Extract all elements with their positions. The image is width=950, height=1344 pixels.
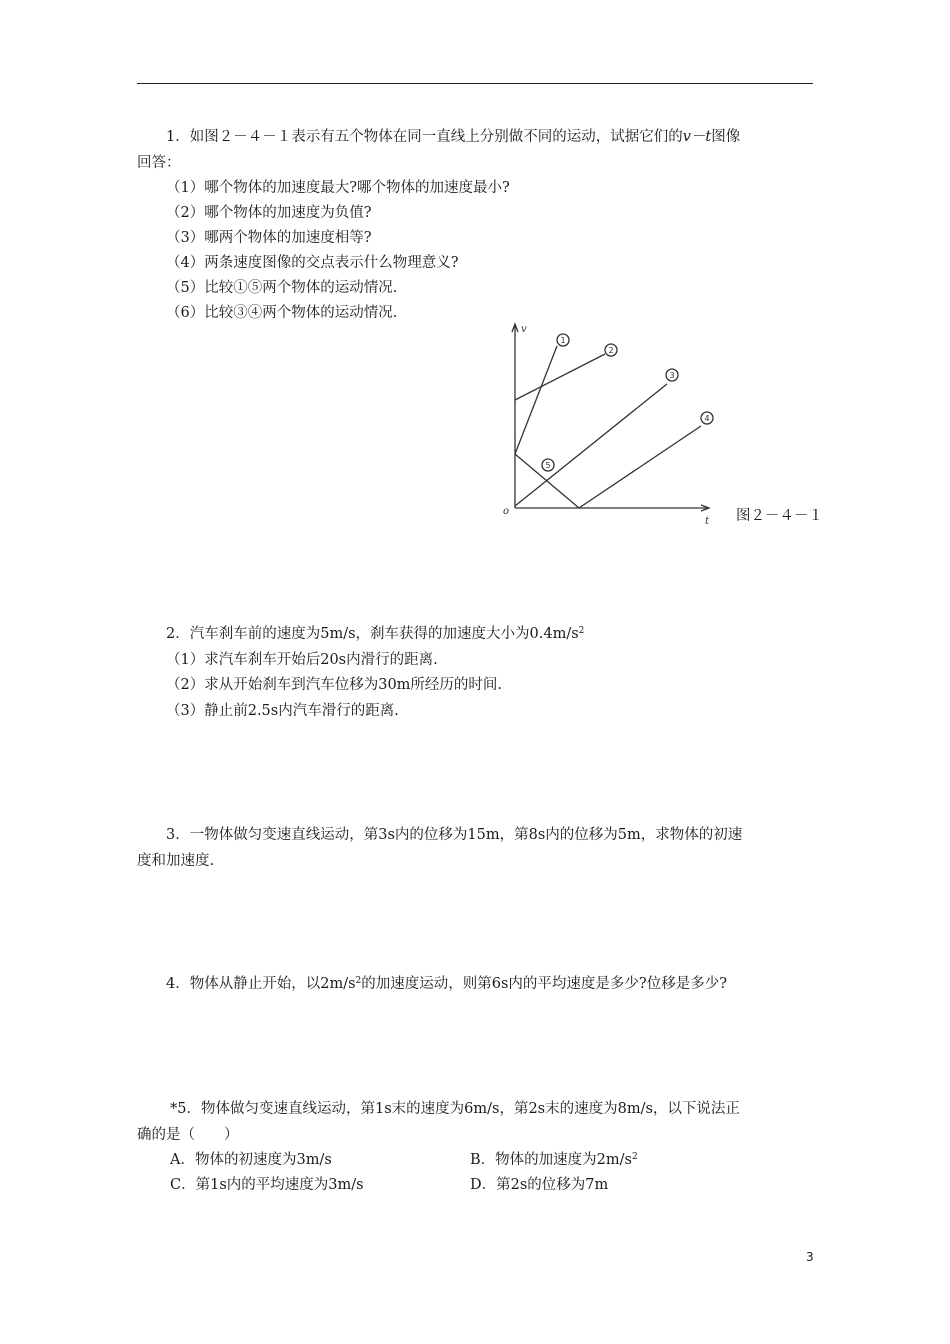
q3-line2: 度和加速度. xyxy=(137,853,215,869)
q5-line2: 确的是（ ） xyxy=(137,1127,239,1143)
page-number: 3 xyxy=(806,1250,814,1264)
q1-item-4: （4）两条速度图像的交点表示什么物理意义? xyxy=(166,255,459,271)
q2-item-1: （1）求汽车刹车开始后20s内滑行的距离. xyxy=(166,652,438,668)
q2-stem xyxy=(137,624,842,644)
graph-line-3 xyxy=(515,384,667,506)
q2-item-2: （2）求从开始刹车到汽车位移为30m所经历的时间. xyxy=(166,677,503,693)
q5-option-c: C．第1s内的平均速度为3m/s xyxy=(170,1177,364,1193)
q3-line1: 3．一物体做匀变速直线运动，第3s内的位移为15m，第8s内的位移为5m，求物体的初速 xyxy=(166,827,743,843)
graph-line-2 xyxy=(515,354,605,400)
t-axis-label: t xyxy=(705,516,710,527)
q1-stem-variable: v－t xyxy=(682,129,712,145)
vt-graph-figure xyxy=(505,318,720,528)
q4-text-start: 4．物体从静止开始，以2m/s xyxy=(166,976,356,992)
v-axis-label: v xyxy=(521,324,527,335)
q1-stem-text-end: 图像 xyxy=(711,129,741,145)
q1-item-3: （3）哪两个物体的加速度相等? xyxy=(166,230,372,246)
graph-line-4 xyxy=(579,426,701,508)
figure-caption: 图２－４－１ xyxy=(736,508,823,524)
q4-text-end: 的加速度运动，则第6s内的平均速度是多少?位移是多少? xyxy=(361,976,727,992)
q1-item-1: （1）哪个物体的加速度最大?哪个物体的加速度最小? xyxy=(166,180,510,196)
marker-number-2: 2 xyxy=(608,346,614,355)
q2-stem-superscript: 2 xyxy=(578,626,585,636)
q1-item-2: （2）哪个物体的加速度为负值? xyxy=(166,205,372,221)
q2-item-3: （3）静止前2.5s内汽车滑行的距离. xyxy=(166,703,399,719)
marker-number-5: 5 xyxy=(545,461,551,470)
q5-option-d: D．第2s的位移为7m xyxy=(470,1177,609,1193)
q1-stem-text: 1．如图２－４－１表示有五个物体在同一直线上分别做不同的运动，试据它们的 xyxy=(166,129,683,145)
marker-number-4: 4 xyxy=(704,414,710,423)
origin-label: o xyxy=(503,506,510,517)
marker-number-3: 3 xyxy=(669,371,675,380)
q1-stem-line1 xyxy=(137,127,842,147)
q5-line1: *5．物体做匀变速直线运动，第1s末的速度为6m/s，第2s末的速度为8m/s，以下说法正 xyxy=(170,1101,740,1117)
marker-number-1: 1 xyxy=(560,336,566,345)
q5-option-a: A．物体的初速度为3m/s xyxy=(170,1152,332,1168)
q1-item-6: （6）比较③④两个物体的运动情况. xyxy=(166,305,398,321)
header-rule xyxy=(137,83,813,84)
graph-line-1 xyxy=(515,346,557,454)
q2-stem-text: 2．汽车刹车前的速度为5m/s，刹车获得的加速度大小为0.4m/s xyxy=(166,626,579,642)
q5-option-b-superscript: 2 xyxy=(631,1152,638,1162)
q4-stem xyxy=(137,974,842,994)
q4-superscript: 2 xyxy=(355,976,362,986)
q5-option-b xyxy=(470,1150,638,1170)
q1-stem-line2: 回答： xyxy=(137,155,181,171)
q5-option-b-text: B．物体的加速度为2m/s xyxy=(470,1152,632,1168)
q1-item-5: （5）比较①⑤两个物体的运动情况. xyxy=(166,280,398,296)
